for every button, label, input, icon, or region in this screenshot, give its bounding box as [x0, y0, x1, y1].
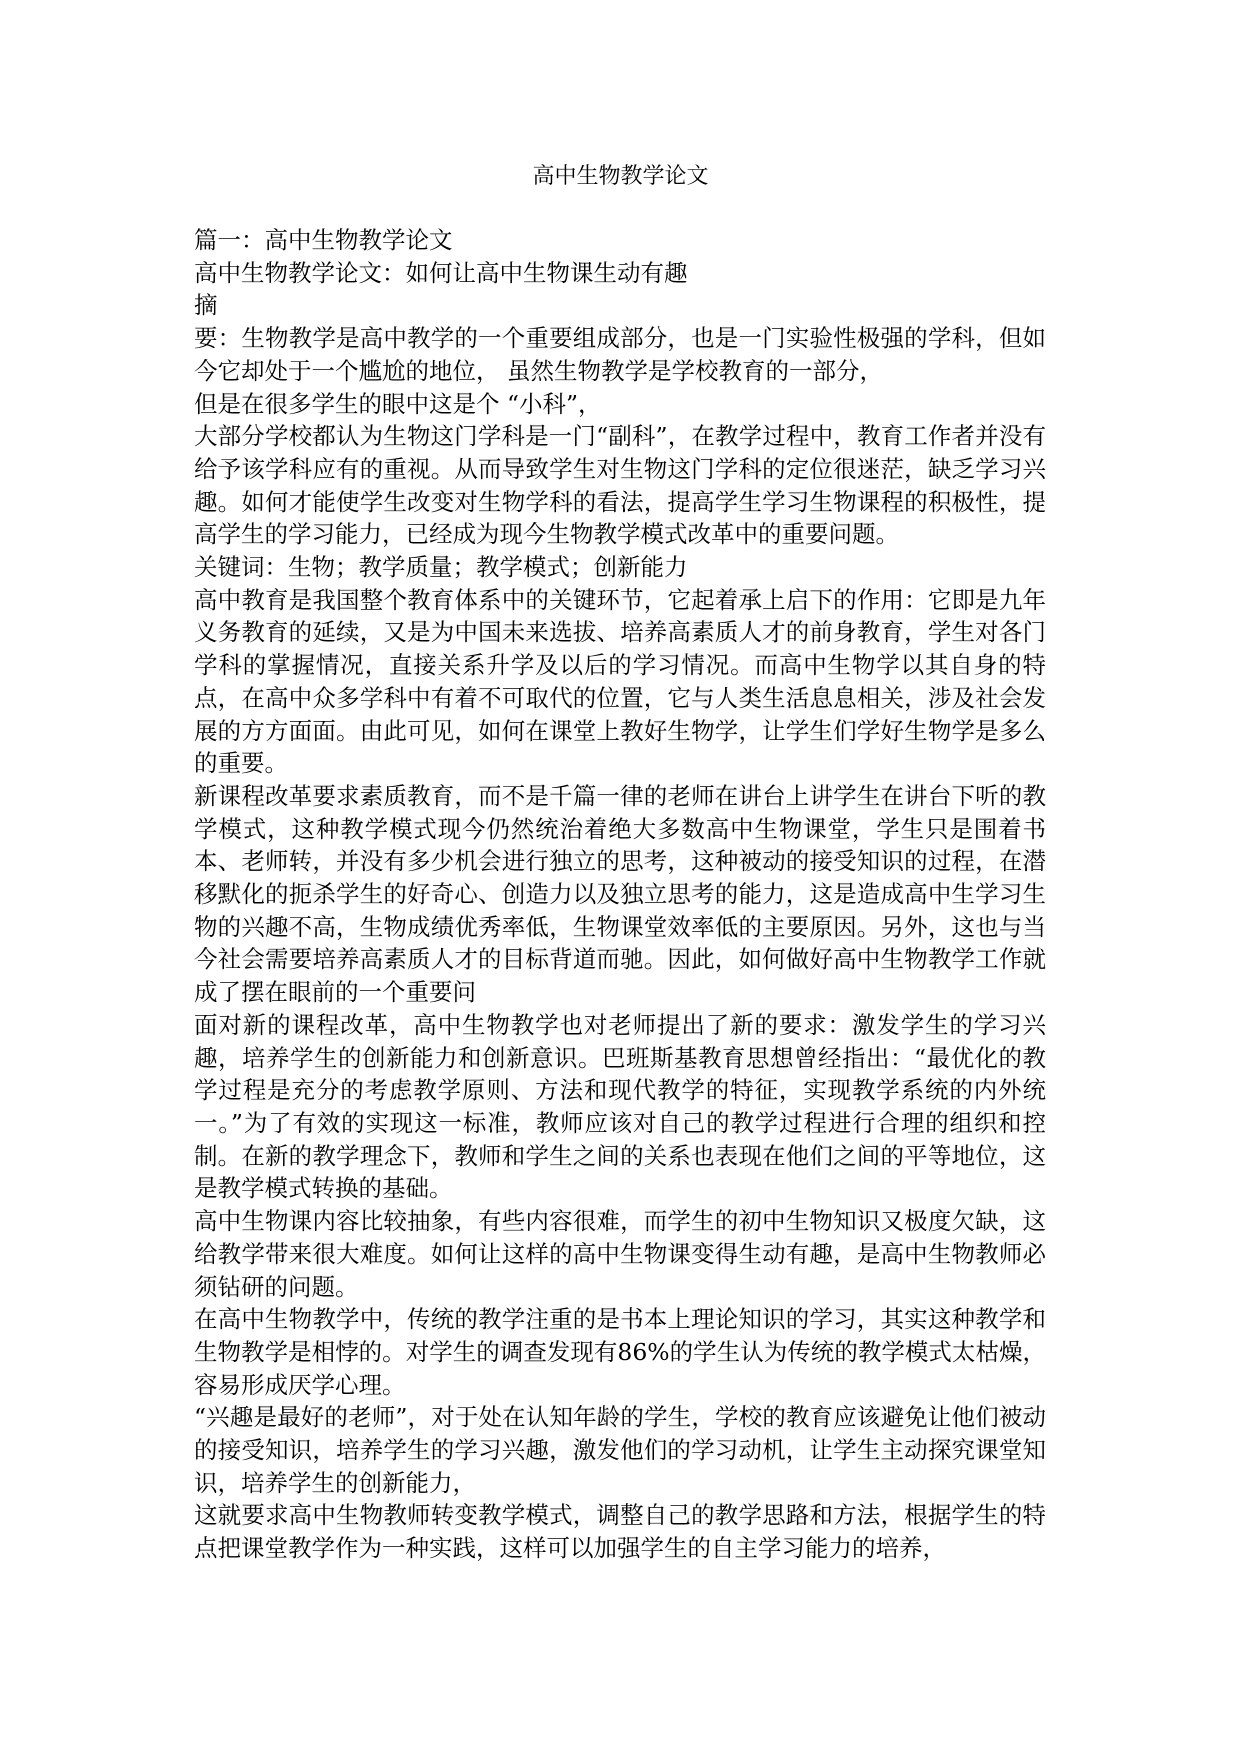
section-heading: 篇一：高中生物教学论文	[194, 226, 453, 254]
article-title: 高中生物教学论文：如何让高中生物课生动有趣	[194, 258, 688, 287]
abstract-paragraph: 但是在很多学生的眼中这是个 “小科”，	[194, 389, 602, 418]
abstract-paragraph: 大部分学校都认为生物这门学科是一门“副科”，在教学过程中，教育工作者并没有给予该学科应有的重视。从而导致学生对生物这门学科的定位很迷茫，缺乏学习兴趣。如何才能使学生改变对生物学科的看法，提高学生学习生物课程的积极性，提高学生的学习能力，已经成为现今生物教学模式改革中的重要问题。	[194, 422, 1046, 549]
document-title: 高中生物教学论文	[532, 164, 709, 189]
body-paragraph: 高中教育是我国整个教育体系中的关键环节，它起着承上启下的作用：它即是九年义务教育的延续，又是为中国未来选拔、培养高素质人才的前身教育，学生对各门学科的掌握情况，直接关系升学及以后的学习情况。而高中生物学以其自身的特点，在高中众多学科中有着不可取代的位置，它与人类生活息息相关，涉及社会发展的方方面面。由此可见，如何在课堂上教好生物学，让学生们学好生物学是多么的重要。	[194, 585, 1046, 778]
abstract-label: 摘	[194, 291, 218, 320]
body-paragraph: 这就要求高中生物教师转变教学模式，调整自己的教学思路和方法，根据学生的特点把课堂教学作为一种实践，这样可以加强学生的自主学习能力的培养，	[194, 1501, 1046, 1563]
body-paragraph: “兴趣是最好的老师”，对于处在认知年龄的学生，学校的教育应该避免让他们被动的接受知识，培养学生的学习兴趣，激发他们的学习动机，让学生主动探究课堂知识，培养学生的创新能力，	[194, 1403, 1046, 1497]
body-paragraph: 在高中生物教学中，传统的教学注重的是书本上理论知识的学习，其实这种教学和生物教学是相悖的。对学生的调查发现有86%的学生认为传统的教学模式太枯燥，容易形成厌学心理。	[194, 1305, 1046, 1399]
abstract-paragraph: 要：生物教学是高中教学的一个重要组成部分，也是一门实验性极强的学科，但如今它却处于一个尴尬的地位， 虽然生物教学是学校教育的一部分，	[194, 324, 1046, 385]
document-body	[194, 224, 1046, 1565]
body-paragraph: 面对新的课程改革，高中生物教学也对老师提出了新的要求：激发学生的学习兴趣，培养学生的创新能力和创新意识。巴班斯基教育思想曾经指出：“最优化的教学过程是充分的考虑教学原则、方法和现代教学的特征，实现教学系统的内外统一。”为了有效的实现这一标准，教师应该对自己的教学过程进行合理的组织和控制。在新的教学理念下，教师和学生之间的关系也表现在他们之间的平等地位，这是教学模式转换的基础。	[194, 1010, 1046, 1203]
body-paragraph: 新课程改革要求素质教育，而不是千篇一律的老师在讲台上讲学生在讲台下听的教学模式，这种教学模式现今仍然统治着绝大多数高中生物课堂，学生只是围着书本、老师转，并没有多少机会进行独立的思考，这种被动的接受知识的过程，在潜移默化的扼杀学生的好奇心、创造力以及独立思考的能力，这是造成高中生学习生物的兴趣不高，生物成绩优秀率低，生物课堂效率低的主要原因。另外，这也与当今社会需要培养高素质人才的目标背道而驰。因此，如何做好高中生物教学工作就成了摆在眼前的一个重要问	[194, 781, 1046, 1007]
body-paragraph: 高中生物课内容比较抽象，有些内容很难，而学生的初中生物知识又极度欠缺，这给教学带来很大难度。如何让这样的高中生物课变得生动有趣，是高中生物教师必须钻研的问题。	[194, 1207, 1046, 1301]
keywords-line: 关键词：生物；教学质量；教学模式；创新能力	[194, 553, 688, 582]
